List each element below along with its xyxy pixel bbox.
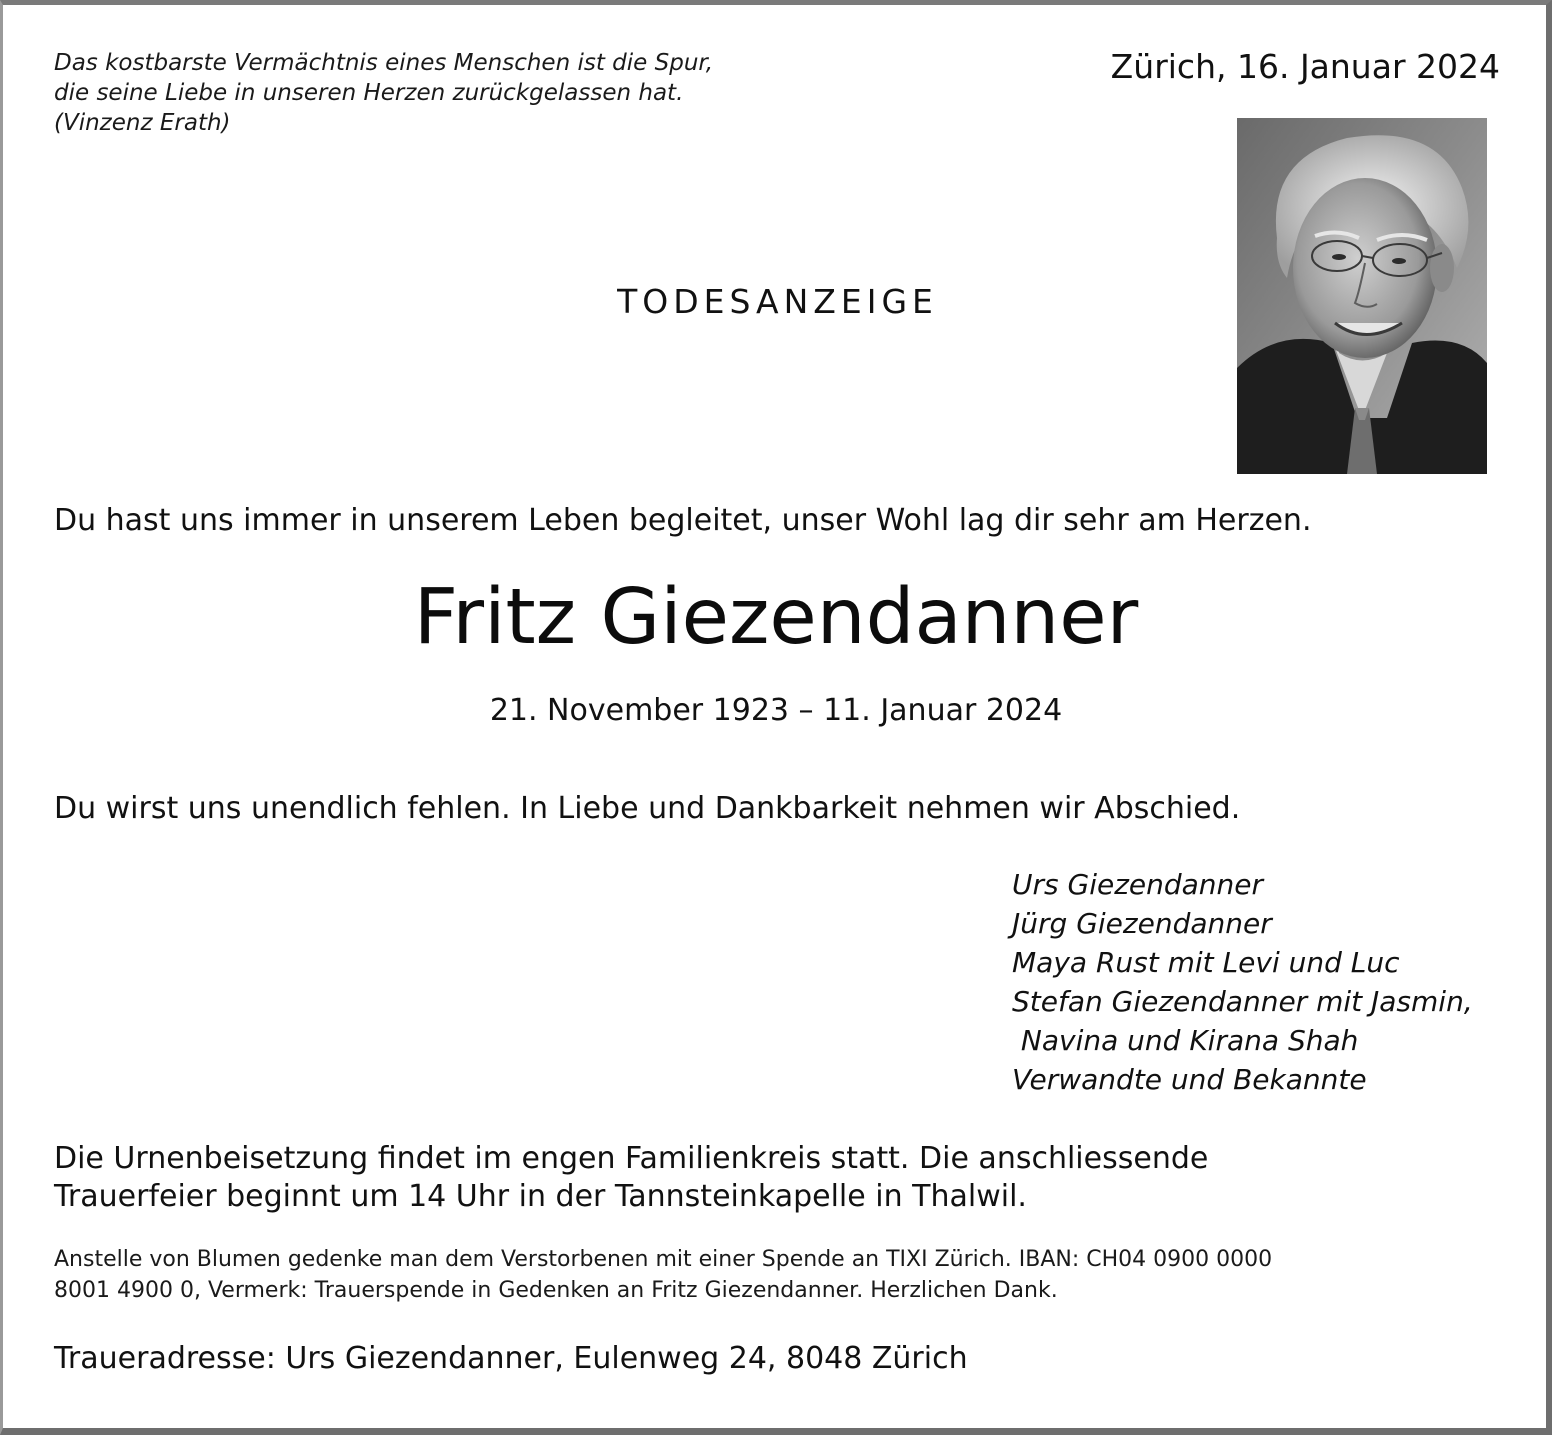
intro-text: Du hast uns immer in unserem Leben begleitet, unser Wohl lag dir sehr am Herzen. xyxy=(54,503,1312,538)
quote-line-1: Das kostbarste Vermächtnis eines Menschen ist die Spur, xyxy=(54,50,714,76)
place-and-date: Zürich, 16. Januar 2024 xyxy=(1110,47,1500,86)
deceased-name: Fritz Giezendanner xyxy=(413,573,1139,662)
quote-author: (Vinzenz Erath) xyxy=(54,110,231,136)
memorial-quote xyxy=(54,48,713,138)
funeral-line-2: Trauerfeier beginnt um 14 Uhr in der Tannsteinkapelle in Thalwil. xyxy=(54,1179,1027,1214)
farewell-text: Du wirst uns unendlich fehlen. In Liebe und Dankbarkeit nehmen wir Abschied. xyxy=(54,791,1241,826)
mourners-list xyxy=(1012,865,1473,1099)
mourner-line: Verwandte und Bekannte xyxy=(1012,1063,1367,1096)
mourner-line: Jürg Giezendanner xyxy=(1012,907,1272,940)
funeral-line-1: Die Urnenbeisetzung findet im engen Familienkreis statt. Die anschliessende xyxy=(54,1141,1209,1176)
mourner-line: Urs Giezendanner xyxy=(1012,868,1264,901)
donation-line-1: Anstelle von Blumen gedenke man dem Verstorbenen mit einer Spende an TIXI Zürich. IBAN: CH04 0900 0000 xyxy=(54,1247,1273,1272)
obituary-heading: TODESANZEIGE xyxy=(617,282,938,321)
life-dates: 21. November 1923 – 11. Januar 2024 xyxy=(489,693,1063,728)
mourning-address: Traueradresse: Urs Giezendanner, Eulenweg 24, 8048 Zürich xyxy=(54,1341,968,1376)
mourner-line: Stefan Giezendanner mit Jasmin, xyxy=(1012,985,1473,1018)
portrait-photo xyxy=(1237,118,1487,474)
donation-notice xyxy=(54,1244,1498,1306)
donation-line-2: 8001 4900 0, Vermerk: Trauerspende in Gedenken an Fritz Giezendanner. Herzlichen Dank. xyxy=(54,1278,1058,1303)
mourner-line: Navina und Kirana Shah xyxy=(1012,1024,1359,1057)
funeral-notice xyxy=(54,1140,1208,1216)
quote-line-2: die seine Liebe in unseren Herzen zurückgelassen hat. xyxy=(54,80,684,106)
mourner-line: Maya Rust mit Levi und Luc xyxy=(1012,946,1400,979)
